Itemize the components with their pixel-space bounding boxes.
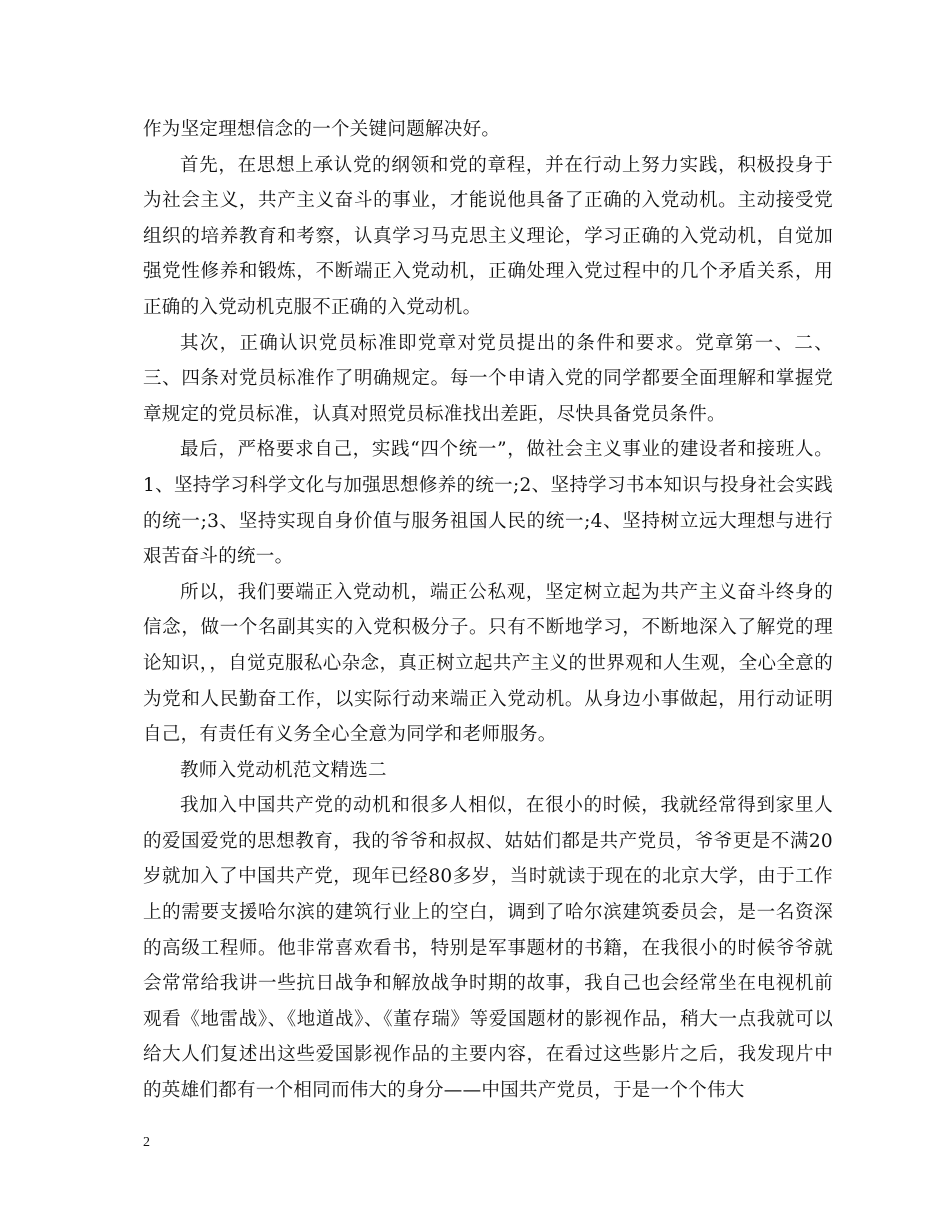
page-number: 2: [143, 1135, 150, 1150]
paragraph-1: 作为坚定理想信念的一个关键问题解决好。: [143, 119, 501, 140]
paragraph-7: 我加入中国共产党的动机和很多人相似，在很小的时候，我就经常得到家里人的爱国爱党的思想教育，我的爷爷和叔叔、姑姑们都是共产党员，爷爷更是不满20岁就加入了中国共产党，现年已经80多岁，当时就读于现在的北京大学，由于工作上的需要支援哈尔滨的建筑行业上的空白，调到了哈尔滨建筑委员会，是一名资深的高级工程师。他非常喜欢看书，特别是军事题材的书籍，在我很小的时候爷爷就会常常给我讲一些抗日战争和解放战争时期的故事，我自己也会经常坐在电视机前观看《地雷战》、《地道战》、《董存瑞》等爱国题材的影视作品，稍大一点我就可以给大人们复述出这些爱国影视作品的主要内容，在看过这些影片之后，我发现片中的英雄们都有一个相同而伟大的身分——中国共产党员，于是一个个伟大: [143, 795, 833, 1102]
paragraph-2: 首先，在思想上承认党的纲领和党的章程，并在行动上努力实践，积极投身于为社会主义，共产主义奋斗的事业，才能说他具备了正确的入党动机。主动接受党组织的培养教育和考察，认真学习马克思主义理论，学习正确的入党动机，自觉加强党性修养和锻炼，不断端正入党动机，正确处理入党过程中的几个矛盾关系，用正确的入党动机克服不正确的入党动机。: [143, 154, 833, 318]
document-body: [143, 112, 833, 1109]
paragraph-4: 最后，严格要求自己，实践“四个统一”，做社会主义事业的建设者和接班人。1、坚持学习科学文化与加强思想修养的统一;2、坚持学习书本知识与投身社会实践的统一;3、坚持实现自身价值与服务祖国人民的统一;4、坚持树立远大理想与进行艰苦奋斗的统一。: [143, 439, 833, 568]
section-heading: 教师入党动机范文精选二: [180, 759, 387, 781]
paragraph-3: 其次，正确认识党员标准即党章对党员提出的条件和要求。党章第一、二、三、四条对党员标准作了明确规定。每一个申请入党的同学都要全面理解和掌握党章规定的党员标准，认真对照党员标准找出差距，尽快具备党员条件。: [143, 332, 833, 425]
paragraph-5: 所以，我们要端正入党动机，端正公私观，坚定树立起为共产主义奋斗终身的信念，做一个名副其实的入党积极分子。只有不断地学习，不断地深入了解党的理论知识，，自觉克服私心杂念，真正树立起共产主义的世界观和人生观，全心全意的为党和人民勤奋工作，以实际行动来端正入党动机。从身边小事做起，用行动证明自己，有责任有义务全心全意为同学和老师服务。: [143, 581, 833, 746]
